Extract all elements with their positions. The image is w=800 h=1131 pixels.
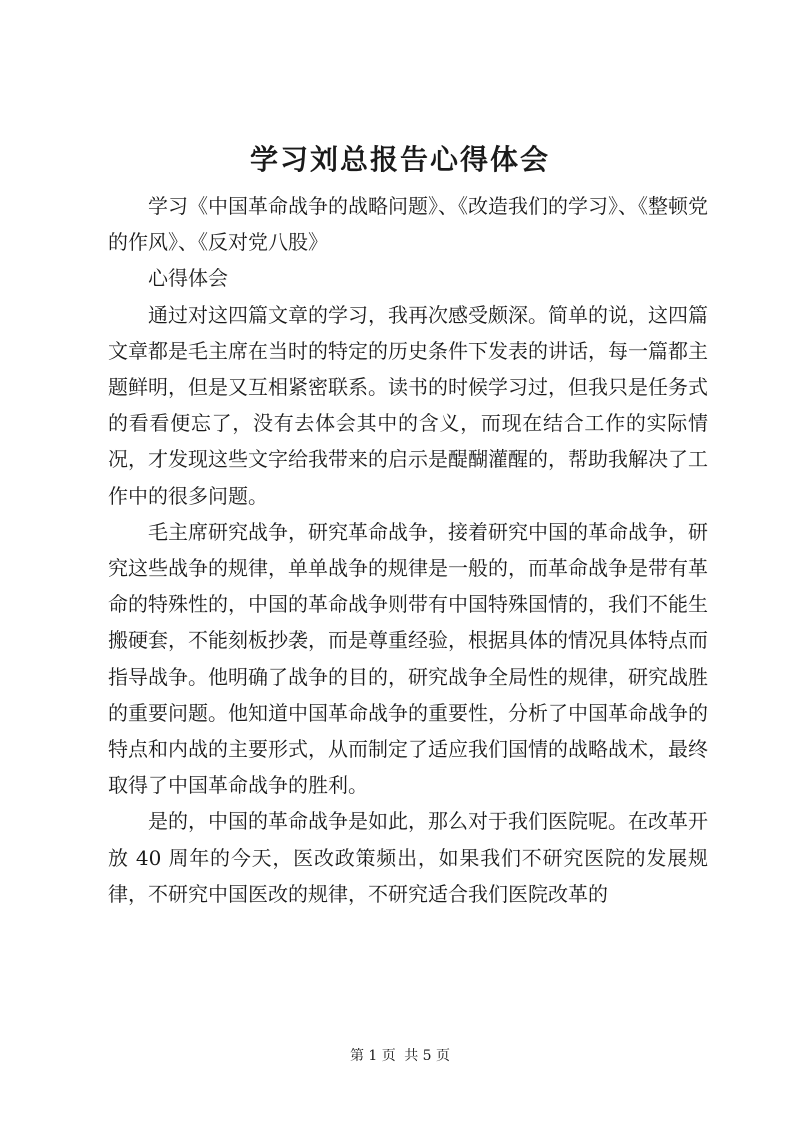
paragraph-study-titles: 学习《中国革命战争的战略问题》、《改造我们的学习》、《整顿党的作风》、《反对党八股》 (108, 194, 708, 255)
paragraph: 通过对这四篇文章的学习，我再次感受颇深。简单的说，这四篇文章都是毛主席在当时的特定的历史条件下发表的讲话，每一篇都主题鲜明，但是又互相紧密联系。读书的时候学习过，但我只是任务式的看看便忘了，没有去体会其中的含义，而现在结合工作的实际情况，才发现这些文字给我带来的启示是醍醐灌醒的，帮助我解决了工作中的很多问题。 (108, 302, 708, 508)
page-number: 第 1 页 (349, 1048, 396, 1064)
document-title: 学习刘总报告心得体会 (249, 143, 550, 176)
paragraph: 是的，中国的革命战争是如此，那么对于我们医院呢。在改革开放 40 周年的今天，医改政策频出，如果我们不研究医院的发展规律，不研究中国医改的规律，不研究适合我们医院改革的 (108, 809, 708, 906)
document-body (108, 188, 708, 912)
paragraph: 毛主席研究战争，研究革命战争，接着研究中国的革命战争，研究这些战争的规律，单单战争的规律是一般的，而革命战争是带有革命的特殊性的，中国的革命战争则带有中国特殊国情的，我们不能生搬硬套，不能刻板抄袭，而是尊重经验，根据具体的情况具体特点而指导战争。他明确了战争的目的，研究战争全局性的规律，研究战胜的重要问题。他知道中国革命战争的重要性，分析了中国革命战争的特点和内战的主要形式，从而制定了适应我们国情的战略战术，最终取得了中国革命战争的胜利。 (108, 519, 708, 798)
page-total: 共 5 页 (404, 1048, 451, 1064)
paragraph-subtitle: 心得体会 (148, 266, 228, 291)
page-footer (0, 1046, 800, 1066)
